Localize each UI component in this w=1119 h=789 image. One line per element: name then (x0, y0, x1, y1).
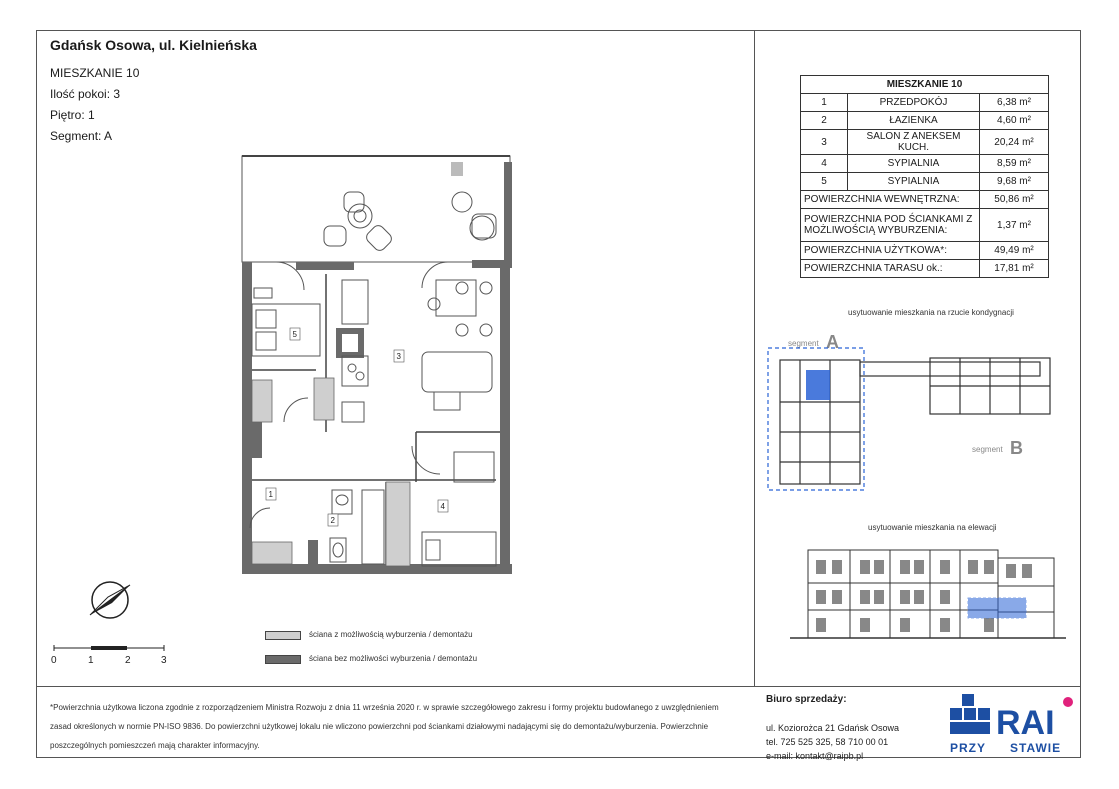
segment-b-letter: B (1010, 438, 1023, 458)
room-no: 5 (801, 173, 848, 191)
scale-label-3: 3 (161, 655, 167, 666)
total-value: 49,49 m² (980, 242, 1049, 260)
footnote: *Powierzchnia użytkowa liczona zgodnie z rozporządzeniem Ministra Rozwoju z dnia 11 września 2020 r. w sprawie szczegółowego zakresu i formy projektu budowlanego z uwzględnieniem zasad określonych w normie PN-ISO 9836. Do powierzchni użytkowej lokalu nie wliczono powierzchni pod ściankami działowymi nadającymi się do demontażu/wyburzenia. Powierzchnie poszczególnych pomieszczeń mają charakter informacyjny. (50, 703, 719, 750)
room-area: 4,60 m² (980, 112, 1049, 130)
elevation-caption: usytuowanie mieszkania na elewacji (868, 523, 997, 532)
room-no: 3 (801, 130, 848, 155)
rooms-count: Ilość pokoi: 3 (50, 87, 121, 101)
north-arrow-icon (80, 575, 140, 625)
room-name: SYPIALNIA (848, 173, 980, 191)
floor-plan (236, 152, 526, 582)
legend-dark-swatch (265, 655, 301, 664)
table-total-row (801, 242, 1049, 260)
room-name: SYPIALNIA (848, 155, 980, 173)
total-label: POWIERZCHNIA WEWNĘTRZNA: (801, 191, 980, 209)
total-label: POWIERZCHNIA POD ŚCIANKAMI Z MOŻLIWOŚCIĄ WYBURZENIA: (801, 209, 980, 242)
segment-label: Segment: A (50, 129, 113, 143)
room-name: SALON Z ANEKSEM KUCH. (848, 130, 980, 155)
room-label-3: 3 (396, 352, 401, 361)
scale-bar (48, 643, 178, 669)
table-row (801, 112, 1049, 130)
office-address: ul. Koziorożca 21 Gdańsk Osowa (766, 723, 900, 733)
legend-dark-text: ściana bez możliwości wyburzenia / demontażu (309, 654, 478, 663)
apartment-label: MIESZKANIE 10 (50, 66, 140, 80)
segment-a-word: segment (788, 339, 819, 348)
room-area: 6,38 m² (980, 94, 1049, 112)
room-no: 1 (801, 94, 848, 112)
room-no: 2 (801, 112, 848, 130)
total-value: 17,81 m² (980, 260, 1049, 278)
table-title: MIESZKANIE 10 (801, 76, 1049, 94)
room-label-5: 5 (292, 330, 297, 339)
total-label: POWIERZCHNIA TARASU ok.: (801, 260, 980, 278)
room-label-1: 1 (268, 490, 273, 499)
room-area: 8,59 m² (980, 155, 1049, 173)
table-row (801, 173, 1049, 191)
legend-light-swatch (265, 631, 301, 640)
room-label-2: 2 (330, 516, 335, 525)
room-name: ŁAZIENKA (848, 112, 980, 130)
floor-location-map (760, 322, 1070, 497)
office-title: Biuro sprzedaży: (766, 694, 847, 705)
room-area: 20,24 m² (980, 130, 1049, 155)
office-phone: tel. 725 525 325, 58 710 00 01 (766, 737, 889, 747)
table-header-row (801, 76, 1049, 94)
table-total-row (801, 191, 1049, 209)
rai-logo (950, 692, 1080, 758)
total-value: 1,37 m² (980, 209, 1049, 242)
logo-right: STAWIE (1010, 741, 1062, 755)
scale-label-1: 1 (88, 655, 94, 666)
room-name: PRZEDPOKÓJ (848, 94, 980, 112)
scale-label-2: 2 (125, 655, 131, 666)
office-email: e-mail: kontakt@raipb.pl (766, 751, 864, 761)
scale-label-0: 0 (51, 655, 57, 666)
sales-office (766, 692, 899, 763)
room-no: 4 (801, 155, 848, 173)
total-label: POWIERZCHNIA UŻYTKOWA*: (801, 242, 980, 260)
location-caption: usytuowanie mieszkania na rzucie kondygnacji (848, 308, 1014, 317)
floor-label: Piętro: 1 (50, 108, 95, 122)
table-total-row (801, 209, 1049, 242)
table-row (801, 155, 1049, 173)
legend-light-text: ściana z możliwością wyburzenia / demontażu (309, 630, 473, 639)
elevation-drawing (790, 538, 1070, 642)
room-label-4: 4 (440, 502, 445, 511)
room-area-table (800, 75, 1049, 278)
page-title: Gdańsk Osowa, ul. Kielnieńska (50, 37, 257, 53)
segment-a-letter: A (826, 332, 839, 352)
horizontal-divider (36, 686, 1081, 687)
table-row (801, 94, 1049, 112)
vertical-divider (754, 30, 755, 686)
logo-main: RAI (996, 704, 1055, 742)
table-row (801, 130, 1049, 155)
segment-b-word: segment (972, 445, 1003, 454)
logo-left: PRZY (950, 741, 987, 755)
room-area: 9,68 m² (980, 173, 1049, 191)
total-value: 50,86 m² (980, 191, 1049, 209)
table-total-row (801, 260, 1049, 278)
